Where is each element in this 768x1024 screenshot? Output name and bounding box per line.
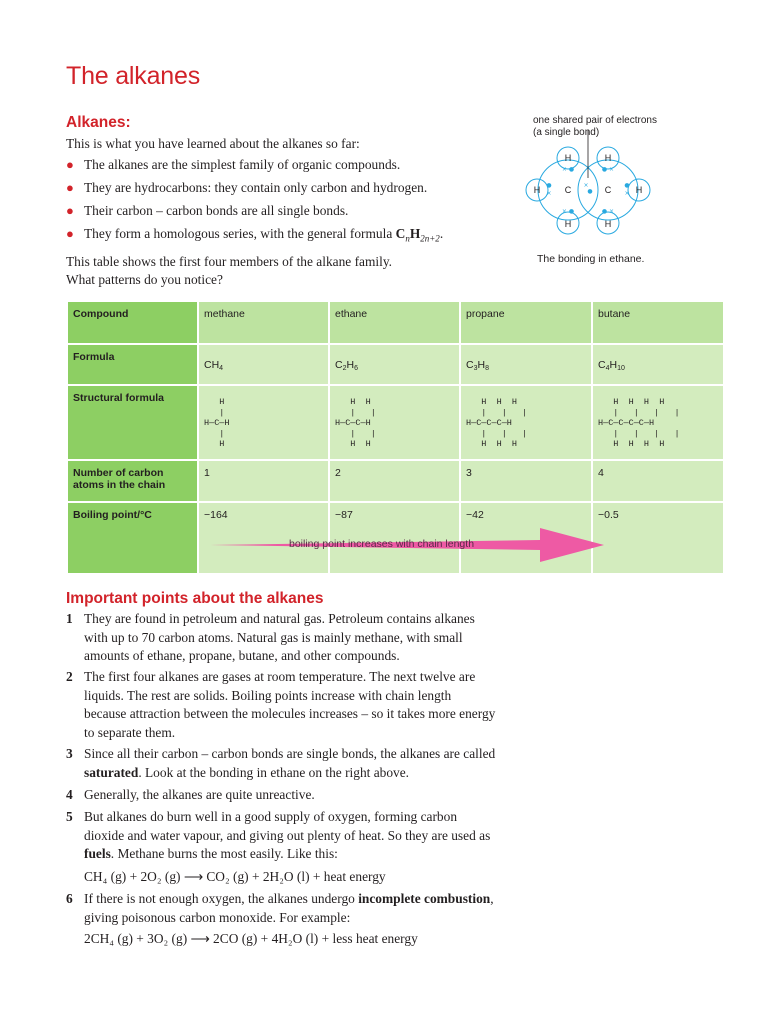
hydrogen-atom-label: H: [604, 219, 612, 229]
row-header-boiling-point: Boiling point/°C: [67, 502, 198, 574]
row-header-formula: Formula: [67, 344, 198, 385]
points-list: [66, 610, 496, 952]
compound-name: butane: [592, 301, 724, 344]
table-row: [67, 385, 724, 460]
boiling-point-cell: −87: [329, 502, 460, 574]
boiling-point-cell: −42: [460, 502, 592, 574]
bullet-icon: ●: [66, 203, 74, 218]
svg-text:×: ×: [546, 190, 552, 197]
list-item: 1 They are found in petroleum and natural gas. Petroleum contains alkanes with up to 70 carbon atoms. Natural gas is mainly methane, with small amounts of ethane, propane, butane, and other compounds.: [66, 611, 475, 664]
equation-complete-combustion: CH₄ (g) + 2O₂ (g) ⟶ CO₂ (g) + 2H₂O (l) + heat energy: [84, 869, 386, 884]
hydrogen-atom-label: H: [604, 153, 612, 163]
table-row: [67, 460, 724, 502]
carbon-atom-label: C: [604, 185, 612, 195]
svg-text:● ×: ● ×: [601, 166, 615, 173]
list-item: 5 But alkanes do burn well in a good supply of oxygen, forming carbon dioxide and water vapour, and giving out plenty of heat. So they are used as fuels. Methane burns the most easily. Like this:: [66, 809, 491, 862]
structural-formula: H | H—C—H | H: [204, 397, 230, 449]
general-formula: $C_nH_{2n+2}$: [395, 226, 440, 244]
formula-cell: C3H8: [460, 344, 592, 385]
carbon-count-cell: 2: [329, 460, 460, 502]
structural-formula: H H H H | | | | H—C—C—C—C—H | | | | H H H H: [598, 397, 680, 449]
table-intro-line2: What patterns do you notice?: [66, 272, 223, 287]
hydrogen-atom-label: H: [564, 153, 572, 163]
compound-name: propane: [460, 301, 592, 344]
table-row: [67, 344, 724, 385]
svg-text:×: ×: [624, 190, 630, 197]
table-row: [67, 301, 724, 344]
svg-text:× ●: × ●: [561, 166, 575, 173]
structural-formula-cell: [198, 385, 329, 460]
hydrogen-atom-label: H: [635, 185, 643, 195]
svg-text:● ×: ● ×: [601, 208, 615, 215]
diagram-label: one shared pair of electrons (a single bond): [533, 115, 657, 138]
list-item: 3 Since all their carbon – carbon bonds are single bonds, the alkanes are called saturated. Look at the bonding in ethane on the right above.: [66, 746, 496, 780]
carbon-count-cell: 4: [592, 460, 724, 502]
formula-cell: C4H10: [592, 344, 724, 385]
carbon-count-cell: 1: [198, 460, 329, 502]
boiling-point-cell: −164: [198, 502, 329, 574]
alkanes-bullet-list: [66, 156, 496, 248]
alkanes-intro: This is what you have learned about the alkanes so far:: [66, 136, 360, 151]
bullet-item: ● They are hydrocarbons: they contain only carbon and hydrogen.: [66, 180, 428, 195]
svg-text:× ●: × ●: [561, 208, 575, 215]
carbon-count-cell: 3: [460, 460, 592, 502]
row-header-structural: Structural formula: [67, 385, 198, 460]
equation-incomplete-combustion: 2CH₄ (g) + 3O₂ (g) ⟶ 2CO (g) + 4H₂O (l) + less heat energy: [84, 931, 418, 946]
structural-formula-cell: [460, 385, 592, 460]
ethane-bonding-diagram: [515, 130, 665, 245]
diagram-caption: The bonding in ethane.: [537, 253, 645, 265]
list-item: 6 If there is not enough oxygen, the alkanes undergo incomplete combustion, giving poisonous carbon monoxide. For example:: [66, 891, 494, 925]
svg-text:●: ●: [587, 188, 593, 195]
arrow-label: boiling point increases with chain length: [289, 538, 475, 550]
svg-text:●: ●: [546, 182, 552, 189]
table-intro-line1: This table shows the first four members of the alkane family.: [66, 254, 392, 269]
bullet-item: ● Their carbon – carbon bonds are all single bonds.: [66, 203, 349, 218]
structural-formula: H H H | | | H—C—C—C—H | | | H H H: [466, 397, 528, 449]
list-item: 4 Generally, the alkanes are quite unreactive.: [66, 787, 315, 802]
formula-cell: C2H6: [329, 344, 460, 385]
carbon-atom-label: C: [564, 185, 572, 195]
bullet-icon: ●: [66, 157, 74, 172]
alkanes-heading: Alkanes:: [66, 114, 131, 131]
bullet-item: ● They form a homologous series, with the general formula $C_nH_{2n+2}$.: [66, 226, 444, 244]
svg-text:●: ●: [624, 182, 630, 189]
list-item: 2 The first four alkanes are gases at room temperature. The next twelve are liquids. The rest are solids. Boiling points increase with chain length because attraction between the molecules increases – so it takes more energy to separate them.: [66, 669, 496, 740]
hydrogen-atom-label: H: [564, 219, 572, 229]
boiling-point-cell: −0.5: [592, 502, 724, 574]
compound-name: methane: [198, 301, 329, 344]
formula-cell: CH4: [198, 344, 329, 385]
bullet-item: ● The alkanes are the simplest family of organic compounds.: [66, 157, 401, 172]
structural-formula: H H | | H—C—C—H | | H H: [335, 397, 376, 449]
row-header-carbon-count: Number of carbon atoms in the chain: [67, 460, 198, 502]
svg-text:×: ×: [583, 182, 589, 189]
structural-formula-cell: [592, 385, 724, 460]
row-header-compound: Compound: [67, 301, 198, 344]
hydrogen-atom-label: H: [533, 185, 541, 195]
bullet-icon: ●: [66, 226, 74, 241]
page-title: The alkanes: [66, 62, 200, 90]
points-heading: Important points about the alkanes: [66, 590, 324, 607]
compound-name: ethane: [329, 301, 460, 344]
structural-formula-cell: [329, 385, 460, 460]
bullet-icon: ●: [66, 180, 74, 195]
